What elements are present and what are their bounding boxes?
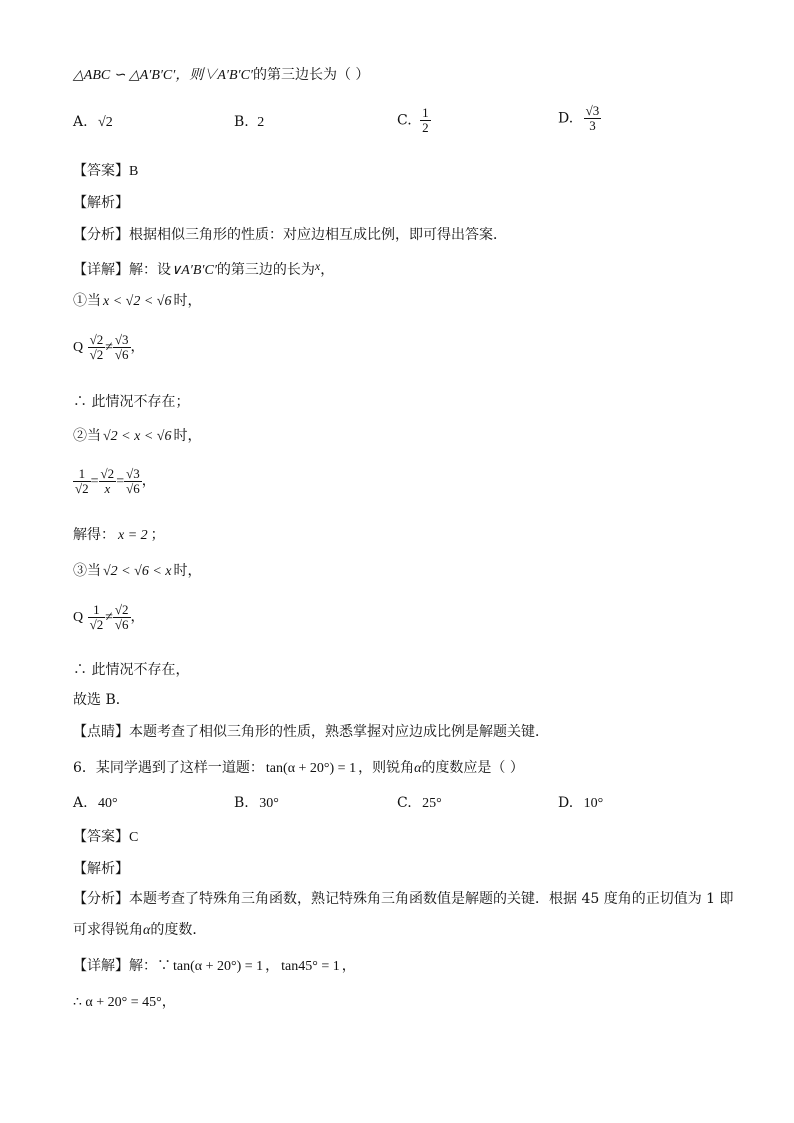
answer-tag: 【答案】 — [73, 163, 129, 179]
q5-analysis-heading — [73, 193, 129, 213]
fenxi-tag: 【分析】 — [73, 227, 129, 243]
q6-step — [73, 992, 176, 1013]
q5-stem-triangle: ∨A′B′C′ — [203, 68, 253, 83]
punctuation: ， — [320, 262, 335, 278]
q5-xiangjie — [73, 256, 334, 281]
q6-analysis-heading — [73, 859, 129, 879]
answer-tag: 【答案】 — [73, 829, 129, 845]
q5-option-d-letter: D. — [558, 110, 574, 127]
q6-fenxi-line1 — [73, 889, 734, 909]
operator: = — [90, 474, 99, 489]
xiangjie-tag: 【详解】 — [73, 958, 129, 974]
fraction-denominator: √6 — [114, 346, 129, 362]
q5-option-a — [73, 114, 113, 131]
q6-option-a-value: 40° — [98, 796, 118, 811]
case-condition: x < √2 < √6 — [103, 294, 172, 309]
analysis-tag: 【解析】 — [73, 861, 129, 877]
punctuation: ， — [141, 473, 156, 489]
q5-case2-ratio — [73, 466, 156, 497]
dianjing-text: 本题考查了相似三角形的性质，熟悉掌握对应边成比例是解题关键． — [129, 724, 549, 740]
fenxi-tag: 【分析】 — [73, 891, 129, 907]
therefore-symbol: Q — [73, 340, 84, 355]
q5-choose — [73, 690, 130, 710]
q5-case3-conclusion — [73, 660, 189, 680]
q5-stem-prefix: △ABC ∽ △A′B′C′，则 — [73, 68, 204, 83]
case-condition: √2 < x < √6 — [103, 429, 172, 444]
q6-answer — [73, 827, 138, 848]
fraction-denominator: √6 — [114, 616, 129, 632]
punctuation: ； — [150, 527, 165, 543]
fraction-denominator: 2 — [422, 120, 429, 135]
operator: = — [116, 474, 125, 489]
fenxi-text-2b: 的度数． — [150, 922, 207, 938]
fraction-numerator: √3 — [126, 465, 140, 481]
punctuation: ， — [265, 958, 280, 974]
case-end: 时， — [173, 563, 202, 579]
q5-option-c-letter: C. — [397, 112, 412, 129]
q6-stem-text-2: ，则锐角 — [358, 760, 415, 776]
fraction — [113, 333, 131, 362]
q5-option-b-letter: B. — [234, 114, 249, 130]
operator: ≠ — [105, 610, 113, 625]
fraction-numerator: √2 — [114, 601, 129, 617]
fraction-numerator: √3 — [585, 103, 600, 118]
triangle-label: ∨A′B′C′ — [171, 263, 217, 278]
punctuation: ， — [130, 609, 145, 625]
q5-case3-ratio — [73, 602, 145, 633]
variable-x: x — [314, 259, 321, 273]
fraction — [88, 603, 106, 632]
q5-case1 — [73, 291, 201, 312]
punctuation: ， — [341, 958, 356, 974]
case-end: 时， — [173, 428, 202, 444]
fraction-denominator: 3 — [589, 118, 596, 133]
dianjing-tag: 【点睛】 — [73, 724, 129, 740]
fraction-denominator: √2 — [89, 346, 104, 362]
solve-label: 解得： — [73, 527, 115, 543]
fenxi-text: 根据相似三角形的性质：对应边相互成比例，即可得出答案． — [129, 227, 507, 243]
fraction — [73, 467, 91, 496]
punctuation: ， — [161, 994, 176, 1010]
q6-option-d — [558, 795, 603, 812]
q6-option-b-value: 30° — [259, 796, 279, 811]
q5-case2-solve — [73, 525, 165, 546]
q5-case1-ratio — [73, 332, 145, 363]
q5-option-d — [558, 104, 601, 133]
conclusion-text: ∴ 此情况不存在； — [73, 394, 190, 410]
q6-option-c-letter: C. — [397, 795, 412, 811]
q6-option-a-letter: A. — [73, 795, 88, 811]
fraction-numerator: 1 — [73, 467, 91, 482]
q5-stem-suffix: 的第三边长为（ ） — [252, 67, 370, 83]
case-label: ①当 — [73, 293, 101, 309]
q6-stem — [73, 758, 524, 779]
q6-stem-text: 6．某同学遇到了这样一道题： — [73, 760, 264, 776]
q5-case1-conclusion — [73, 392, 189, 412]
q5-option-c — [397, 106, 431, 135]
q5-fenxi — [73, 225, 507, 245]
q6-option-b — [234, 795, 279, 812]
fraction-numerator: 1 — [422, 105, 429, 120]
fraction — [99, 467, 117, 496]
q5-case2 — [73, 426, 201, 447]
q5-option-b-value: 2 — [257, 115, 265, 130]
case-label: ③当 — [73, 563, 101, 579]
choose-text: 故选 B． — [73, 692, 130, 708]
fraction-denominator: √2 — [89, 616, 104, 632]
q6-xiangjie — [73, 956, 356, 977]
q5-option-c-fraction — [420, 106, 431, 135]
q5-option-a-value: √2 — [98, 115, 113, 130]
fraction-numerator: √3 — [114, 331, 129, 347]
q5-option-b — [234, 114, 264, 131]
q5-stem — [73, 65, 369, 86]
analysis-tag: 【解析】 — [73, 195, 129, 211]
alpha-symbol: α — [414, 761, 422, 776]
q5-option-d-fraction — [584, 104, 602, 133]
fraction-numerator: √2 — [89, 331, 104, 347]
q6-option-a — [73, 795, 118, 812]
fraction — [124, 467, 142, 496]
fraction-numerator: 1 — [88, 603, 106, 618]
fraction — [88, 333, 106, 362]
q6-stem-text-3: 的度数应是（ ） — [421, 760, 524, 776]
fraction-denominator: √6 — [126, 480, 140, 496]
q5-case3 — [73, 561, 201, 582]
alpha-symbol: α — [143, 923, 151, 938]
case-condition: √2 < √6 < x — [103, 564, 172, 579]
xiangjie-text: 解：设 — [129, 262, 171, 278]
xiangjie-math-1: tan(α + 20°) = 1 — [173, 959, 264, 974]
answer-value: C — [129, 830, 139, 845]
solve-result: x = 2 — [118, 528, 148, 543]
fraction — [113, 603, 131, 632]
q5-option-a-letter: A. — [73, 114, 88, 130]
q5-answer — [73, 161, 138, 182]
q6-option-d-value: 10° — [583, 796, 604, 811]
xiangjie-math-2: tan45° = 1 — [281, 959, 340, 974]
step-math: ∴ α + 20° = 45° — [73, 995, 162, 1010]
xiangjie-text: 解：∵ — [129, 958, 171, 974]
conclusion-text: ∴ 此情况不存在， — [73, 662, 190, 678]
q5-dianjing — [73, 722, 549, 742]
xiangjie-tag: 【详解】 — [73, 262, 129, 278]
q6-stem-math: tan(α + 20°) = 1 — [265, 761, 357, 776]
case-label: ②当 — [73, 428, 101, 444]
operator: ≠ — [105, 340, 113, 355]
therefore-symbol: Q — [73, 610, 84, 625]
case-end: 时， — [173, 293, 202, 309]
punctuation: ， — [130, 339, 145, 355]
q6-option-c-value: 25° — [422, 796, 442, 811]
xiangjie-text-2: 的第三边的长为 — [216, 262, 315, 278]
q6-option-d-letter: D. — [558, 795, 574, 811]
fraction-denominator: x — [104, 480, 111, 496]
fraction-denominator: √2 — [75, 480, 89, 496]
q6-option-b-letter: B. — [234, 795, 249, 811]
answer-value: B — [129, 164, 139, 179]
q6-fenxi-line2 — [73, 920, 206, 941]
fenxi-text: 本题考查了特殊角三角函数，熟记特殊角三角函数值是解题的关键．根据 45 度角的正切值为 1 即 — [129, 891, 734, 907]
fraction-numerator: √2 — [100, 465, 115, 481]
q6-option-c — [397, 795, 442, 812]
fenxi-text-2a: 可求得锐角 — [73, 922, 143, 938]
